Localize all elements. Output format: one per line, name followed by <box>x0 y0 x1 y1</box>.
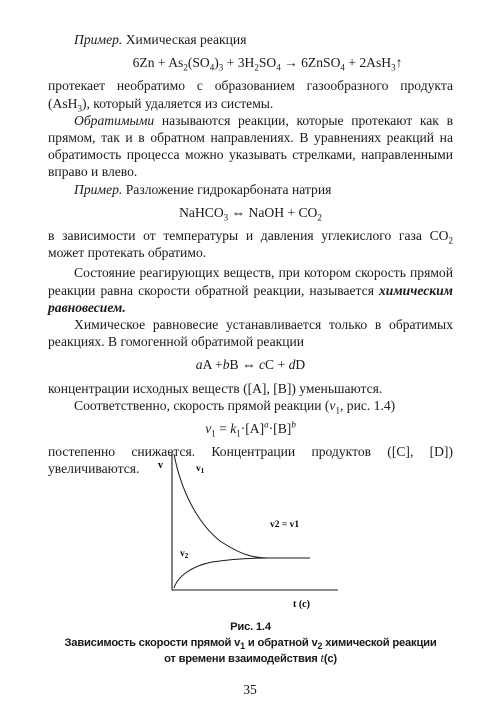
figure-title: Рис. 1.4 <box>230 621 271 633</box>
rate-time-chart <box>150 446 350 616</box>
paragraph-co2-dependence: в зависимости от температуры и давления углекислого газа $CO_2$ может протекать обратимо. <box>48 228 453 261</box>
y-axis-label: v <box>158 460 163 471</box>
paragraph-equilibrium-conditions: Химическое равновесие устанавливается только в обратимых реакциях. В гомогенной обратимой реакции <box>48 317 453 350</box>
equilibrium-annotation: v2 = v1 <box>270 520 300 530</box>
equation-zinc-arsenic: $6Zn + As_2(SO_4)_3 + 3H_2SO_4$ → 6ZnSO$_4$ + 2AsH$_3$↑ <box>132 55 403 73</box>
equation-rate-law: $v_1 = k_1\cdot[A]^a\cdot[B]^b$ <box>205 419 296 439</box>
series-v1-line <box>174 454 310 558</box>
figure-caption: Зависимость скорости прямой $v_1$ и обратной $v_2$ химической реакции от времени взаимодействия t(c) <box>64 637 437 665</box>
example-label: Пример. <box>74 32 123 47</box>
x-axis-label: t (c) <box>293 599 310 610</box>
series-v2-label: $v_2$ <box>180 549 189 560</box>
series-v2-name: v <box>180 549 185 559</box>
equation-bicarbonate: NaHCO$_3$ ⇔ NaOH + $CO_2$ <box>179 204 322 223</box>
term-chemical-equilibrium: химическим равновесием. <box>48 282 453 315</box>
equation-general-reaction: aA +bB ⇔ cC + dD <box>195 357 306 373</box>
example-label: Пример. <box>74 181 123 197</box>
paragraph-forward-rate: Соответственно, скорость прямой реакции ($v_1$, рис. 1.4) <box>74 397 396 416</box>
example-intro-1: Пример. Химическая реакция <box>74 32 247 47</box>
paragraph-products-increase: постепенно снижается. Концентрации продуктов ([C], [D]) увеличиваются. <box>48 444 453 477</box>
series-v1-name: v <box>196 464 201 474</box>
term-reversible: Обратимыми <box>74 112 155 128</box>
paragraph-reversible-definition: Обратимыми называются реакции, которые протекают как в прямом, так и в обратном направлениях. В уравнениях реакций на обратимость процесса можно указывать стрелками, направленными вправо и влево. <box>48 112 453 180</box>
series-v1-label: $v_1$ <box>196 464 205 475</box>
paragraph-concentrations-decrease: концентрации исходных веществ ([A], [B]) уменьшаются. <box>48 380 383 396</box>
paragraph-irreversible: протекает необратимо с образованием газообразного продукта (AsH$_3$), который удаляется из системы. <box>48 78 453 114</box>
paragraph-equilibrium-definition: Состояние реагирующих веществ, при котором скорость прямой реакции равна скорости обратной реакции, называется химическим равновесием. <box>48 265 453 315</box>
rate-time-figure <box>150 446 350 616</box>
example-intro-2: Пример. Разложение гидрокарбоната натрия <box>74 181 332 197</box>
text-column <box>48 31 453 478</box>
series-v2-line <box>174 558 268 588</box>
page-number: 35 <box>243 682 257 697</box>
gas-arrow-icon: ↑ <box>395 55 403 71</box>
